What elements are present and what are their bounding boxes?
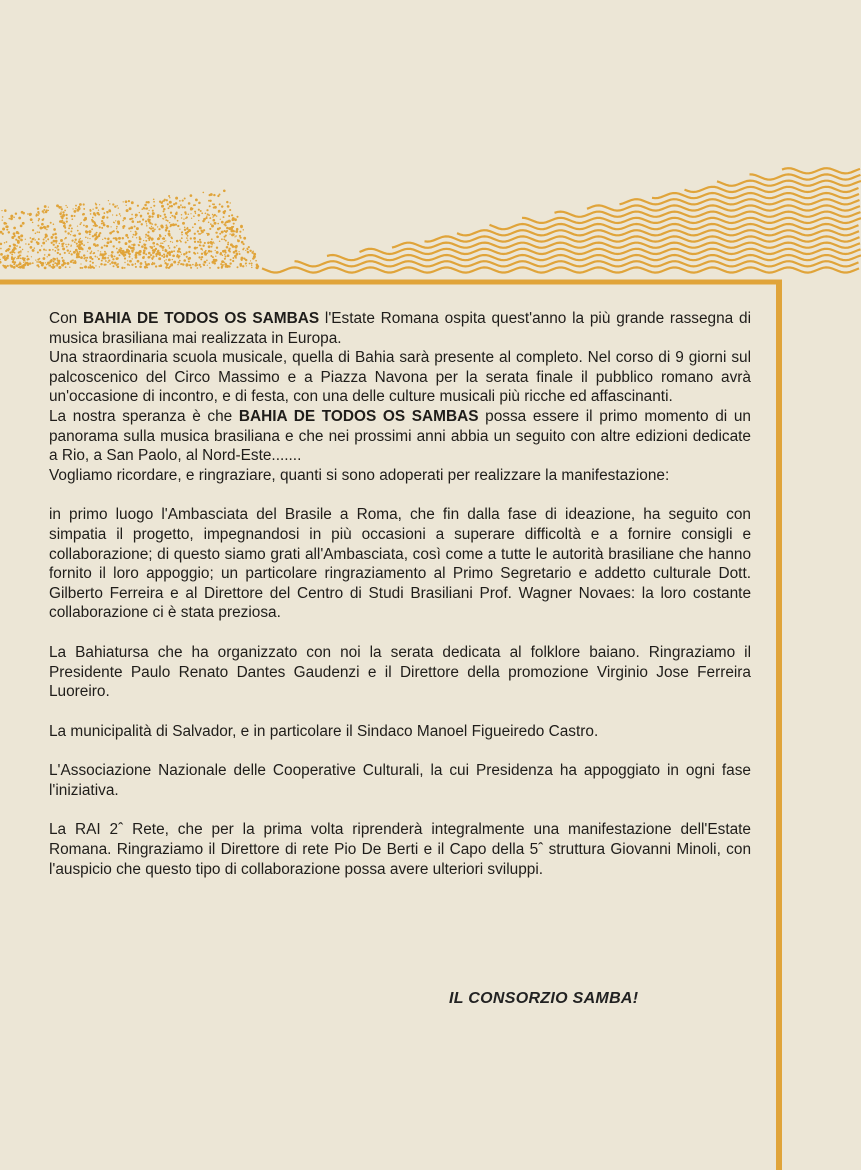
event-title: BAHIA DE TODOS OS SAMBAS bbox=[238, 407, 479, 425]
thanks-associazione: L'Associazione Nazionale delle Cooperative Culturali, la cui Presidenza ha appoggiato in ogni fase l'iniziativa. bbox=[49, 762, 751, 799]
vertical-accent-rule bbox=[776, 282, 782, 1170]
thanks-rai: La RAI 2ˆ Rete, che per la prima volta riprenderà integralmente una manifestazione dell'Estate Romana. Ringraziamo il Direttore di rete Pio De Berti e il Capo della 5ˆ struttura Giovanni Minoli, con l'auspicio che questo tipo di collaborazione possa avere ulteriori sviluppi. bbox=[49, 821, 751, 878]
decorative-header-pattern bbox=[0, 0, 861, 300]
intro-paragraph-1: Con BAHIA DE TODOS OS SAMBAS l'Estate Romana ospita quest'anno la più grande rassegna di musica brasiliana mai realizzata in Europa. bbox=[49, 310, 751, 347]
wave-lines bbox=[262, 168, 861, 272]
event-title: BAHIA DE TODOS OS SAMBAS bbox=[83, 310, 320, 327]
intro-paragraph-2: Una straordinaria scuola musicale, quella di Bahia sarà presente al completo. Nel corso di 9 giorni sul palcoscenico del Circo Massimo e a Piazza Navona per la serata finale il pubblico romano avrà un'occasione di incontro, e di festa, con una delle culture musicali più ricche ed affascinanti. bbox=[49, 349, 751, 406]
letter-body bbox=[49, 309, 751, 879]
speckled-triangle bbox=[0, 189, 259, 269]
thanks-ambasciata: in primo luogo l'Ambasciata del Brasile a Roma, che fin dalla fase di ideazione, ha seguito con simpatia il progetto, impegnandosi in più occasioni a superare difficoltà e a fornire consigli e collaborazione; di questo siamo grati all'Ambasciata, così come a tutte le autorità brasiliane che hanno fornito il loro appoggio; un particolare ringraziamento al Primo Segretario e addetto culturale Dott. Gilberto Ferreira e al Direttore del Centro di Studi Brasiliani Prof. Wagner Novaes: la loro costante collaborazione ci è stata preziosa. bbox=[49, 506, 751, 622]
intro-paragraph-4: Vogliamo ricordare, e ringraziare, quanti si sono adoperati per realizzare la manifestazione: bbox=[49, 466, 670, 484]
signature: IL CONSORZIO SAMBA! bbox=[449, 990, 639, 1007]
thanks-salvador: La municipalità di Salvador, e in particolare il Sindaco Manoel Figueiredo Castro. bbox=[49, 722, 599, 740]
intro-paragraph-3: La nostra speranza è che BAHIA DE TODOS OS SAMBAS possa essere il primo momento di un panorama sulla musica brasiliana e che nei prossimi anni abbia un seguito con altre edizioni dedicate a Rio, a San Paolo, al Nord-Este....... bbox=[49, 407, 751, 465]
thanks-bahiatursa: La Bahiatursa che ha organizzato con noi la serata dedicata al folklore baiano. Ringraziamo il Presidente Paulo Renato Dantes Gaudenzi e il Direttore della promozione Virginio Jose Ferreira Luoreiro. bbox=[49, 643, 751, 701]
